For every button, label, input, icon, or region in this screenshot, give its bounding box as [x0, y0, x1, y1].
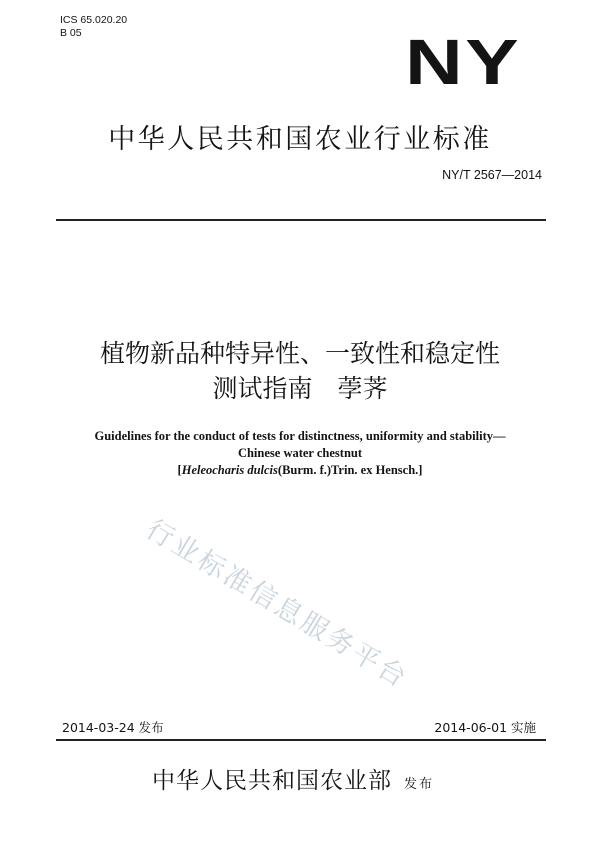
publisher-suffix: 发布: [404, 777, 435, 792]
bracket-open: [: [177, 463, 182, 477]
ny-logo: NY: [405, 26, 522, 98]
standard-title: 中华人民共和国农业行业标准: [108, 124, 492, 155]
classification-codes: [60, 14, 127, 40]
english-title: [0, 428, 600, 479]
standard-number: NY/T 2567—2014: [442, 168, 542, 182]
publisher: [152, 762, 434, 795]
english-title-line-1: Guidelines for the conduct of tests for distinctness, uniformity and stability—: [94, 429, 506, 443]
ccs-code: B 05: [60, 27, 82, 39]
issue-date: 2014-03-24 发布: [62, 720, 164, 735]
latin-name: Heleocharis dulcis: [181, 463, 278, 477]
chinese-title: [0, 336, 600, 406]
english-title-line-3: [0, 462, 600, 479]
chinese-title-line-2: 测试指南 荸荠: [212, 374, 388, 403]
bottom-divider: [56, 739, 546, 741]
implementation-date: 2014-06-01 实施: [434, 720, 536, 735]
watermark: 行业标准信息服务平台: [140, 513, 414, 695]
chinese-title-line-1: 植物新品种特异性、一致性和稳定性: [99, 339, 500, 368]
latin-author: (Burm. f.)Trin. ex Hensch.]: [277, 463, 423, 477]
top-divider: [56, 219, 546, 221]
english-title-line-2: Chinese water chestnut: [237, 446, 363, 460]
ics-code: ICS 65.020.20: [60, 14, 128, 26]
publisher-name: 中华人民共和国农业部: [152, 768, 392, 794]
